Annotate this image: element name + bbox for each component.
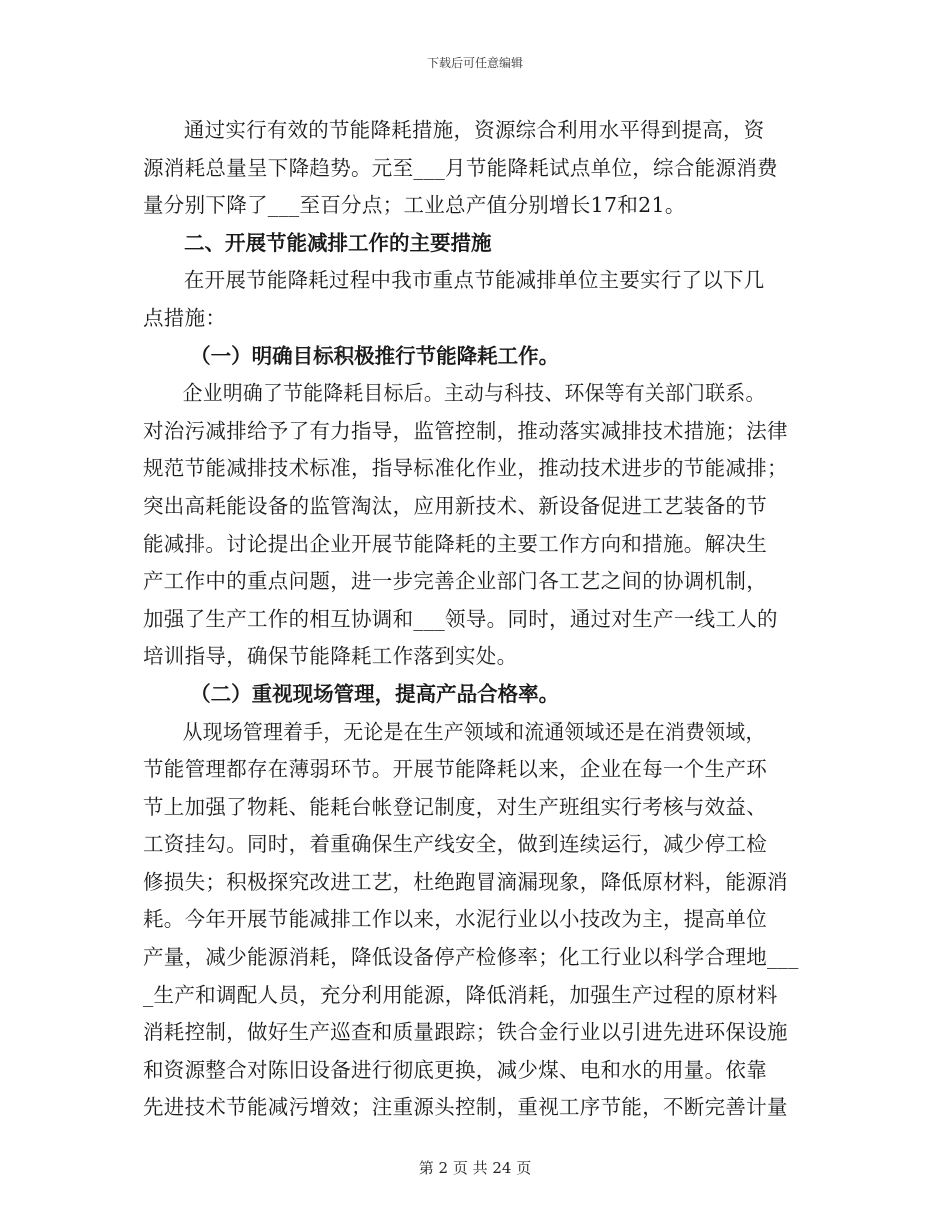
paragraph-line: 先进技术节能减污增效；注重源头控制，重视工序节能，不断完善计量 <box>143 1095 788 1120</box>
paragraph-line: 产量，减少能源消耗，降低设备停产检修率；化工行业以科学合理地___ <box>143 945 799 970</box>
paragraph-line: 工资挂勾。同时，着重确保生产线安全，做到连续运行，减少停工检 <box>143 832 767 857</box>
paragraph-line: 量分别下降了___至百分点；工业总产值分别增长17和21。 <box>143 193 686 218</box>
paragraph-line: 在开展节能降耗过程中我市重点节能减排单位主要实行了以下几 <box>183 268 765 293</box>
paragraph-line: 通过实行有效的节能降耗措施，资源综合利用水平得到提高，资 <box>183 118 765 142</box>
paragraph-line: 规范节能减排技术标准，指导标准化作业，推动技术进步的节能减排； <box>143 456 788 481</box>
subsection-heading: （一）明确目标积极推行节能降耗工作。 <box>190 343 560 368</box>
page-footer: 第 2 页 共 24 页 <box>418 1159 532 1177</box>
paragraph-line: 节上加强了物耗、能耗台帐登记制度，对生产班组实行考核与效益、 <box>143 794 767 819</box>
paragraph-line: 修损失；积极探究改进工艺，杜绝跑冒滴漏现象，降低原材料，能源消 <box>143 869 788 894</box>
section-heading: 二、开展节能减排工作的主要措施 <box>184 230 492 255</box>
paragraph-line: 加强了生产工作的相互协调和___领导。同时，通过对生产一线工人的 <box>143 606 778 631</box>
paragraph-line: _生产和调配人员，充分利用能源，降低消耗，加强生产过程的原材料 <box>143 982 778 1007</box>
paragraph-line: 耗。今年开展节能减排工作以来，水泥行业以小技改为主，提高单位 <box>143 907 767 932</box>
paragraph <box>143 375 805 676</box>
paragraph-line: 源消耗总量呈下降趋势。元至___月节能降耗试点单位，综合能源消费 <box>143 155 778 180</box>
paragraph-line: 消耗控制，做好生产巡查和质量跟踪；铁合金行业以引进先进环保设施 <box>143 1020 788 1045</box>
paragraph-line: 能减排。讨论提出企业开展节能降耗的主要工作方向和措施。解决生 <box>143 531 767 556</box>
paragraph-line: 培训指导，确保节能降耗工作落到实处。 <box>143 644 518 669</box>
paragraph-line: 点措施： <box>143 305 227 330</box>
subsection-heading: （二）重视现场管理，提高产品合格率。 <box>190 681 560 706</box>
paragraph-line: 企业明确了节能降耗目标后。主动与科技、环保等有关部门联系。 <box>182 381 766 406</box>
paragraph-line: 产工作中的重点问题，进一步完善企业部门各工艺之间的协调机制， <box>143 569 767 594</box>
paragraph-line: 对治污减排给予了有力指导，监管控制，推动落实减排技术措施；法律 <box>143 418 788 443</box>
paragraph <box>143 262 805 337</box>
paragraph-line: 节能管理都存在薄弱环节。开展节能降耗以来，企业在每一个生产环 <box>143 757 767 782</box>
paragraph <box>143 112 805 225</box>
document-body <box>143 112 805 1127</box>
paragraph-line: 从现场管理着手，无论是在生产领域和流通领域还是在消费领域， <box>182 719 766 744</box>
paragraph-line: 和资源整合对陈旧设备进行彻底更换，减少煤、电和水的用量。依靠 <box>143 1057 767 1082</box>
paragraph-line: 突出高耗能设备的监管淘汰，应用新技术、新设备促进工艺装备的节 <box>143 493 767 518</box>
paragraph <box>143 714 805 1128</box>
page-header: 下载后可任意编辑 <box>426 56 523 70</box>
